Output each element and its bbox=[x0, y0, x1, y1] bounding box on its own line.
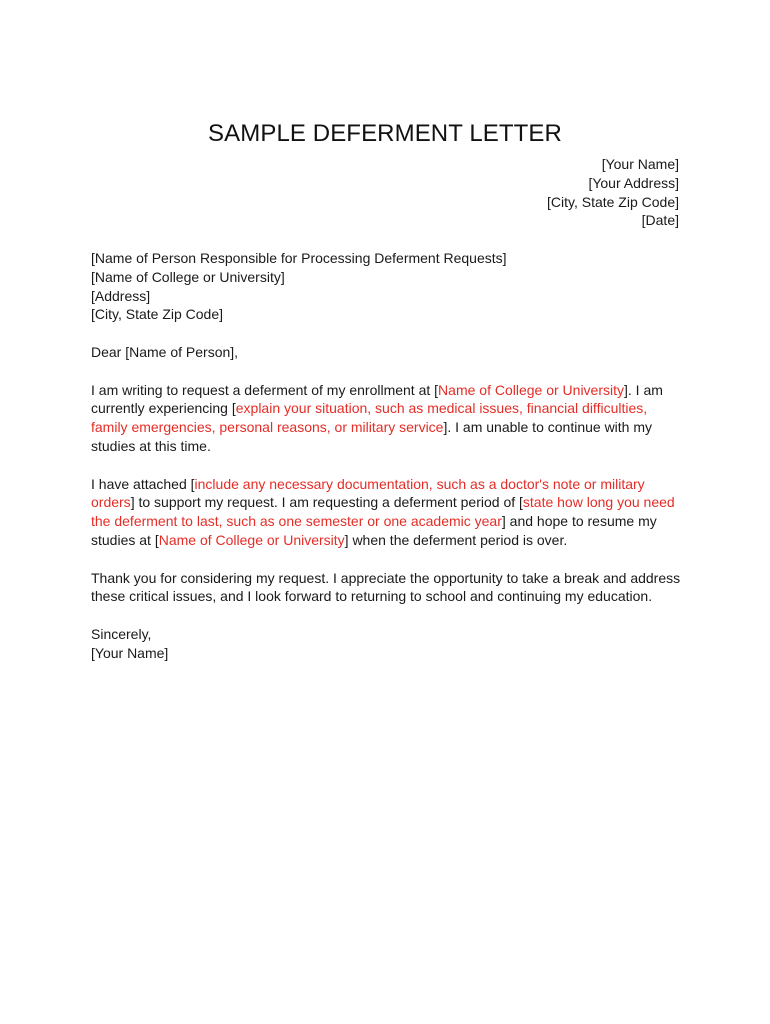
placeholder-text: explain your situation, such as medical issues, financial difficulties, bbox=[235, 400, 648, 417]
recipient-college: [Name of College or University] bbox=[91, 268, 285, 285]
paragraph-line bbox=[91, 475, 681, 494]
paragraph-3 bbox=[91, 569, 681, 607]
text-run: ] when the deferment period is over. bbox=[344, 531, 568, 548]
paragraph-line bbox=[91, 381, 681, 400]
placeholder-text: include any necessary documentation, such as a doctor's note or military bbox=[194, 475, 645, 492]
recipient-name: [Name of Person Responsible for Processing Deferment Requests] bbox=[91, 250, 507, 266]
sender-block bbox=[547, 155, 679, 230]
text-run: currently experiencing [ bbox=[91, 400, 236, 417]
paragraph-1 bbox=[91, 381, 681, 456]
paragraph-line: these critical issues, and I look forward to returning to school and continuing my education. bbox=[91, 588, 653, 605]
sender-date: [Date] bbox=[641, 212, 679, 229]
paragraph-line: Thank you for considering my request. I appreciate the opportunity to take a break and address bbox=[91, 569, 681, 586]
recipient-city: [City, State Zip Code] bbox=[91, 306, 224, 323]
paragraph-line bbox=[91, 531, 681, 550]
sender-address: [Your Address] bbox=[588, 174, 679, 191]
text-run: ] and hope to resume my bbox=[501, 513, 657, 530]
signature: [Your Name] bbox=[91, 644, 169, 661]
paragraph-line bbox=[91, 399, 681, 418]
sender-city: [City, State Zip Code] bbox=[546, 193, 679, 210]
paragraph-2 bbox=[91, 475, 681, 550]
closing: Sincerely, bbox=[91, 625, 152, 642]
text-run: I have attached [ bbox=[91, 475, 195, 492]
paragraph-line: studies at this time. bbox=[91, 437, 211, 454]
placeholder-text: Name of College or University bbox=[438, 381, 625, 398]
placeholder-text: family emergencies, personal reasons, or military service bbox=[91, 419, 444, 436]
text-run: studies at [ bbox=[91, 531, 159, 548]
page-title: SAMPLE DEFERMENT LETTER bbox=[208, 120, 562, 147]
letter-body bbox=[91, 249, 681, 663]
paragraph-line bbox=[91, 493, 681, 512]
salutation: Dear [Name of Person], bbox=[91, 343, 239, 360]
placeholder-text: Name of College or University bbox=[158, 531, 345, 548]
recipient-address: [Address] bbox=[91, 287, 151, 304]
sender-name: [Your Name] bbox=[601, 156, 679, 172]
text-run: I am writing to request a deferment of my enrollment at [ bbox=[91, 381, 439, 398]
placeholder-text: the deferment to last, such as one semester or one academic year bbox=[91, 513, 502, 530]
paragraph-line bbox=[91, 418, 681, 437]
paragraph-line bbox=[91, 512, 681, 531]
text-run: ]. I am bbox=[624, 381, 663, 398]
placeholder-text: state how long you need bbox=[522, 494, 675, 511]
placeholder-text: orders bbox=[91, 494, 131, 511]
text-run: ]. I am unable to continue with my bbox=[443, 419, 653, 436]
text-run: ] to support my request. I am requesting a deferment period of [ bbox=[130, 494, 523, 511]
recipient-block bbox=[91, 249, 681, 324]
